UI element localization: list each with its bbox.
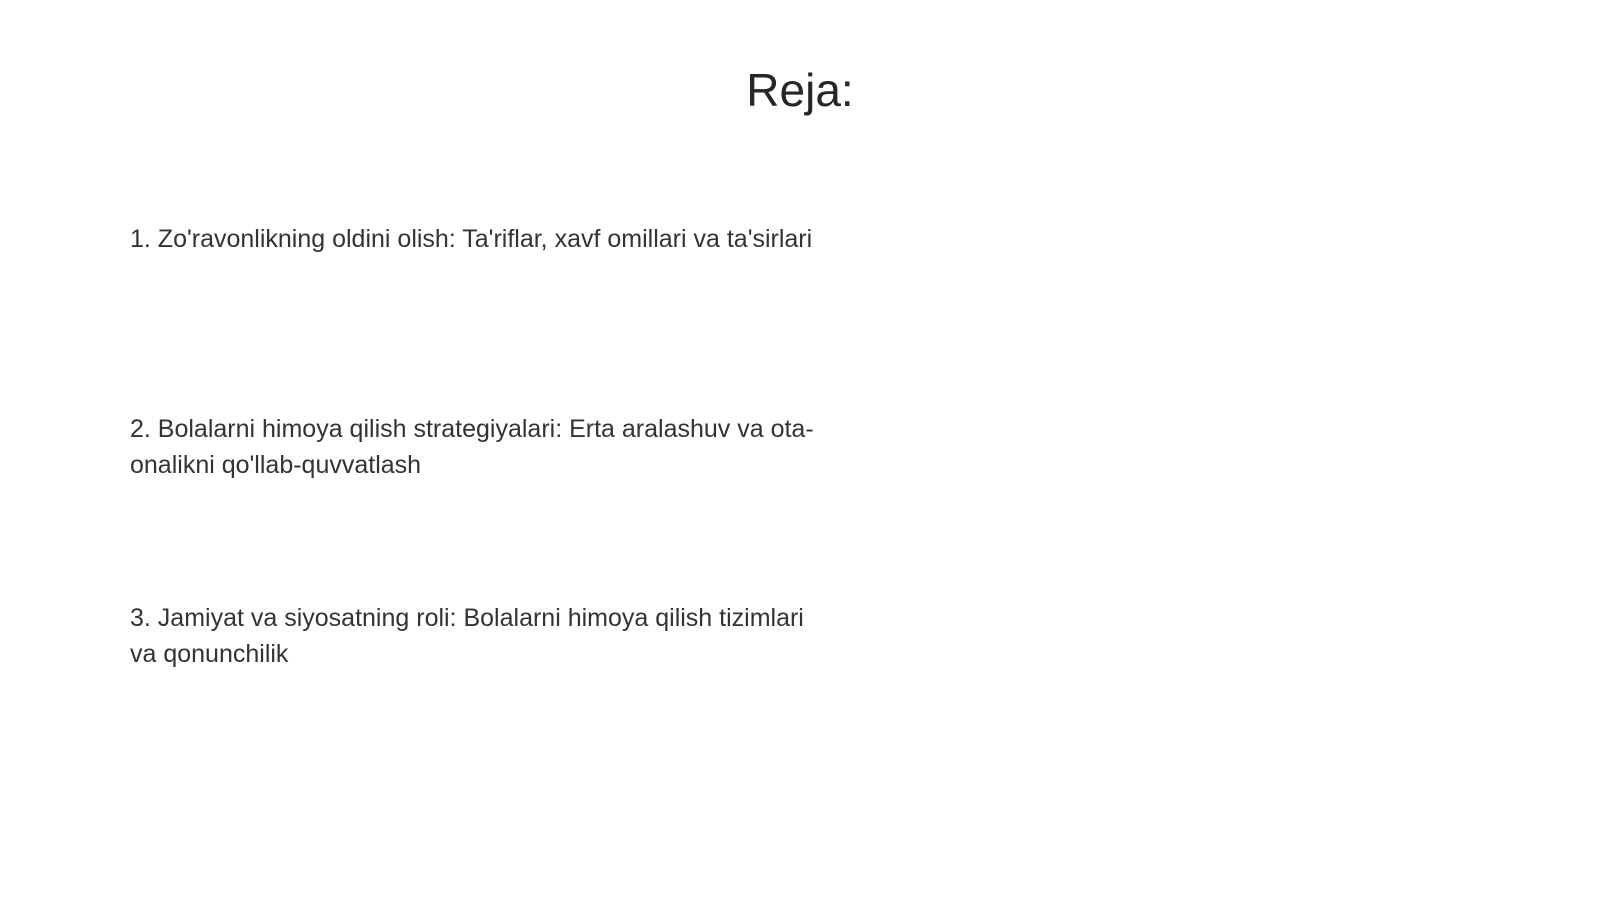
plan-item-1: 1. Zo'ravonlikning oldini olish: Ta'riflar, xavf omillari va ta'sirlari [130,225,813,253]
slide-title: Reja: [746,64,854,116]
plan-item-3: 3. Jamiyat va siyosatning roli: Bolalarni himoya qilish tizimlari va qonunchilik [130,604,804,668]
plan-item-2: 2. Bolalarni himoya qilish strategiyalari: Erta aralashuv va ota-onalikni qo'llab-quvvatlash [130,415,814,479]
